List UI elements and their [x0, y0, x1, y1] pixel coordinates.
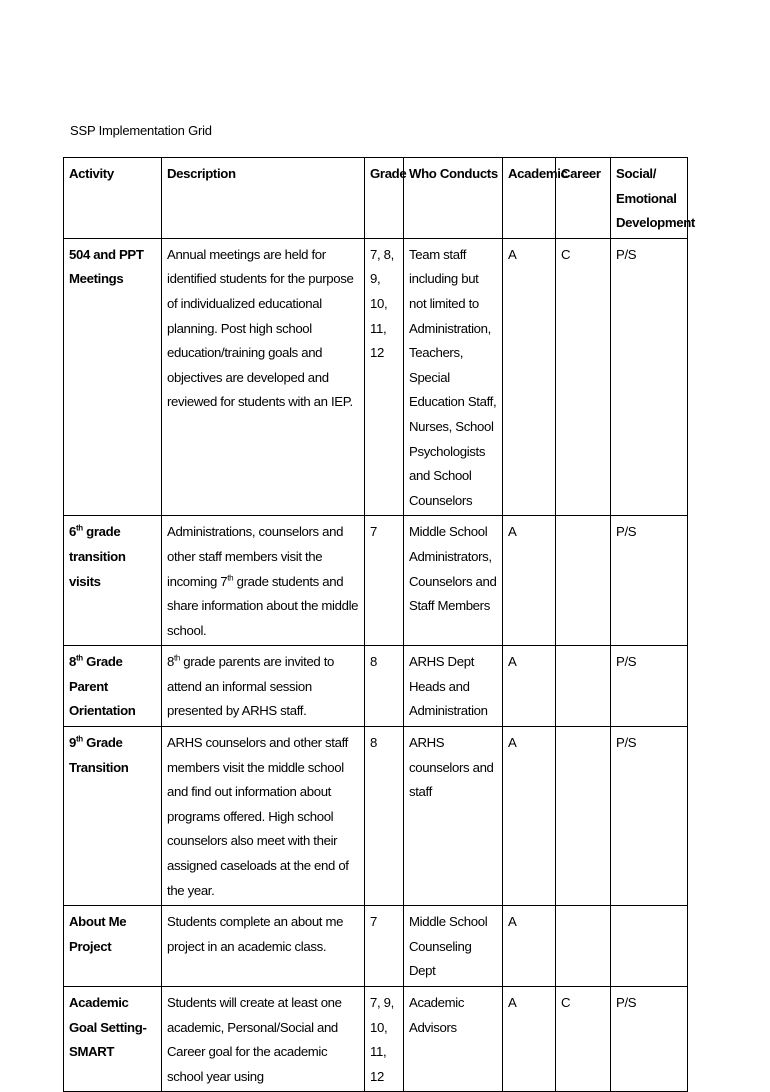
- activity-cell: [64, 727, 162, 906]
- header-row: [64, 158, 688, 239]
- description-superscript: th: [227, 573, 234, 583]
- activity-cell: [64, 238, 162, 516]
- activity-text: 9: [69, 735, 76, 751]
- description-cell: [162, 727, 365, 906]
- career-cell: [556, 516, 611, 646]
- activity-superscript: th: [75, 734, 83, 744]
- grade-cell: 7, 8, 9, 10, 11, 12: [365, 238, 404, 516]
- career-cell: [556, 646, 611, 727]
- activity-cell: [64, 906, 162, 987]
- career-cell: C: [556, 238, 611, 516]
- description-cell: [162, 906, 365, 987]
- activity-text: 6: [69, 524, 76, 540]
- social-cell: [611, 906, 688, 987]
- career-cell: C: [556, 987, 611, 1092]
- activity-cell: [64, 987, 162, 1092]
- grade-cell: 7: [365, 906, 404, 987]
- header-social-line-2: Emotional: [616, 190, 677, 206]
- header-who-conducts: Who Conducts: [404, 158, 503, 239]
- table-row: [64, 516, 688, 646]
- table-row: [64, 987, 688, 1092]
- grade-cell: 8: [365, 646, 404, 727]
- description-cell: [162, 987, 365, 1092]
- activity-text-cont: grade transition visits: [69, 524, 126, 589]
- header-activity: Activity: [64, 158, 162, 239]
- activity-cell: [64, 646, 162, 727]
- social-cell: P/S: [611, 238, 688, 516]
- description-text: 8: [167, 654, 174, 670]
- description-text-cont: grade students and share information about the middle school.: [167, 573, 359, 638]
- grade-cell: 8: [365, 727, 404, 906]
- who-conducts-cell: Academic Advisors: [404, 987, 503, 1092]
- description-cell: [162, 646, 365, 727]
- description-text-cont: grade parents are invited to attend an informal session presented by ARHS staff.: [167, 654, 335, 719]
- description-superscript: th: [173, 653, 180, 663]
- academic-cell: A: [503, 727, 556, 906]
- activity-text-cont: Grade Transition: [69, 735, 129, 775]
- career-cell: [556, 727, 611, 906]
- activity-superscript: th: [75, 523, 83, 533]
- activity-cell: [64, 516, 162, 646]
- who-conducts-cell: ARHS Dept Heads and Administration: [404, 646, 503, 727]
- header-social-line-1: Social/: [616, 166, 657, 181]
- who-conducts-cell: ARHS counselors and staff: [404, 727, 503, 906]
- social-cell: P/S: [611, 987, 688, 1092]
- who-conducts-cell: Middle School Administrators, Counselors and Staff Members: [404, 516, 503, 646]
- header-academic: Academic: [503, 158, 556, 239]
- activity-text: About Me Project: [69, 914, 127, 954]
- implementation-grid-table: [63, 157, 695, 1092]
- description-text: ARHS counselors and other staff members visit the middle school and find out information about programs offered. High school counselors also meet with their assigned caseloads at the end of the year.: [167, 735, 349, 898]
- activity-text: Academic Goal Setting- SMART: [69, 995, 147, 1060]
- who-conducts-cell: Middle School Counseling Dept: [404, 906, 503, 987]
- table-row: [64, 727, 688, 906]
- academic-cell: A: [503, 646, 556, 727]
- table-row: [64, 238, 688, 516]
- academic-cell: A: [503, 987, 556, 1092]
- activity-text: 504 and PPT Meetings: [69, 246, 144, 287]
- grade-cell: 7, 9, 10, 11, 12: [365, 987, 404, 1092]
- header-career: Career: [556, 158, 611, 239]
- career-cell: [556, 906, 611, 987]
- description-text: Students will create at least one academic, Personal/Social and Career goal for the academic school year using: [167, 995, 342, 1084]
- table-row: [64, 646, 688, 727]
- description-cell: [162, 238, 365, 516]
- activity-superscript: th: [75, 653, 83, 663]
- academic-cell: A: [503, 516, 556, 646]
- header-social-emotional: [611, 158, 695, 239]
- description-text: Students complete an about me project in an academic class.: [167, 914, 344, 954]
- table-row: [64, 906, 688, 987]
- social-cell: P/S: [611, 516, 688, 646]
- academic-cell: A: [503, 906, 556, 987]
- header-grade: Grade: [365, 158, 404, 239]
- social-cell: P/S: [611, 646, 688, 727]
- grade-cell: 7: [365, 516, 404, 646]
- activity-text-cont: Grade Parent Orientation: [69, 654, 136, 719]
- description-text: Annual meetings are held for identified students for the purpose of individualized educational planning. Post high school education/training goals and objectives are developed and reviewed for students with an IEP.: [167, 246, 354, 410]
- description-cell: [162, 516, 365, 646]
- page-title: SSP Implementation Grid: [70, 123, 212, 138]
- social-cell: P/S: [611, 727, 688, 906]
- description-text: Administrations, counselors and other staff members visit the incoming 7: [167, 524, 344, 589]
- header-social-line-3: Development: [616, 215, 695, 231]
- activity-text: 8: [69, 654, 76, 670]
- header-description: Description: [162, 158, 365, 239]
- who-conducts-cell: Team staff including but not limited to Administration, Teachers, Special Education Staff, Nurses, School Psychologists and School Counselors: [404, 238, 503, 516]
- academic-cell: A: [503, 238, 556, 516]
